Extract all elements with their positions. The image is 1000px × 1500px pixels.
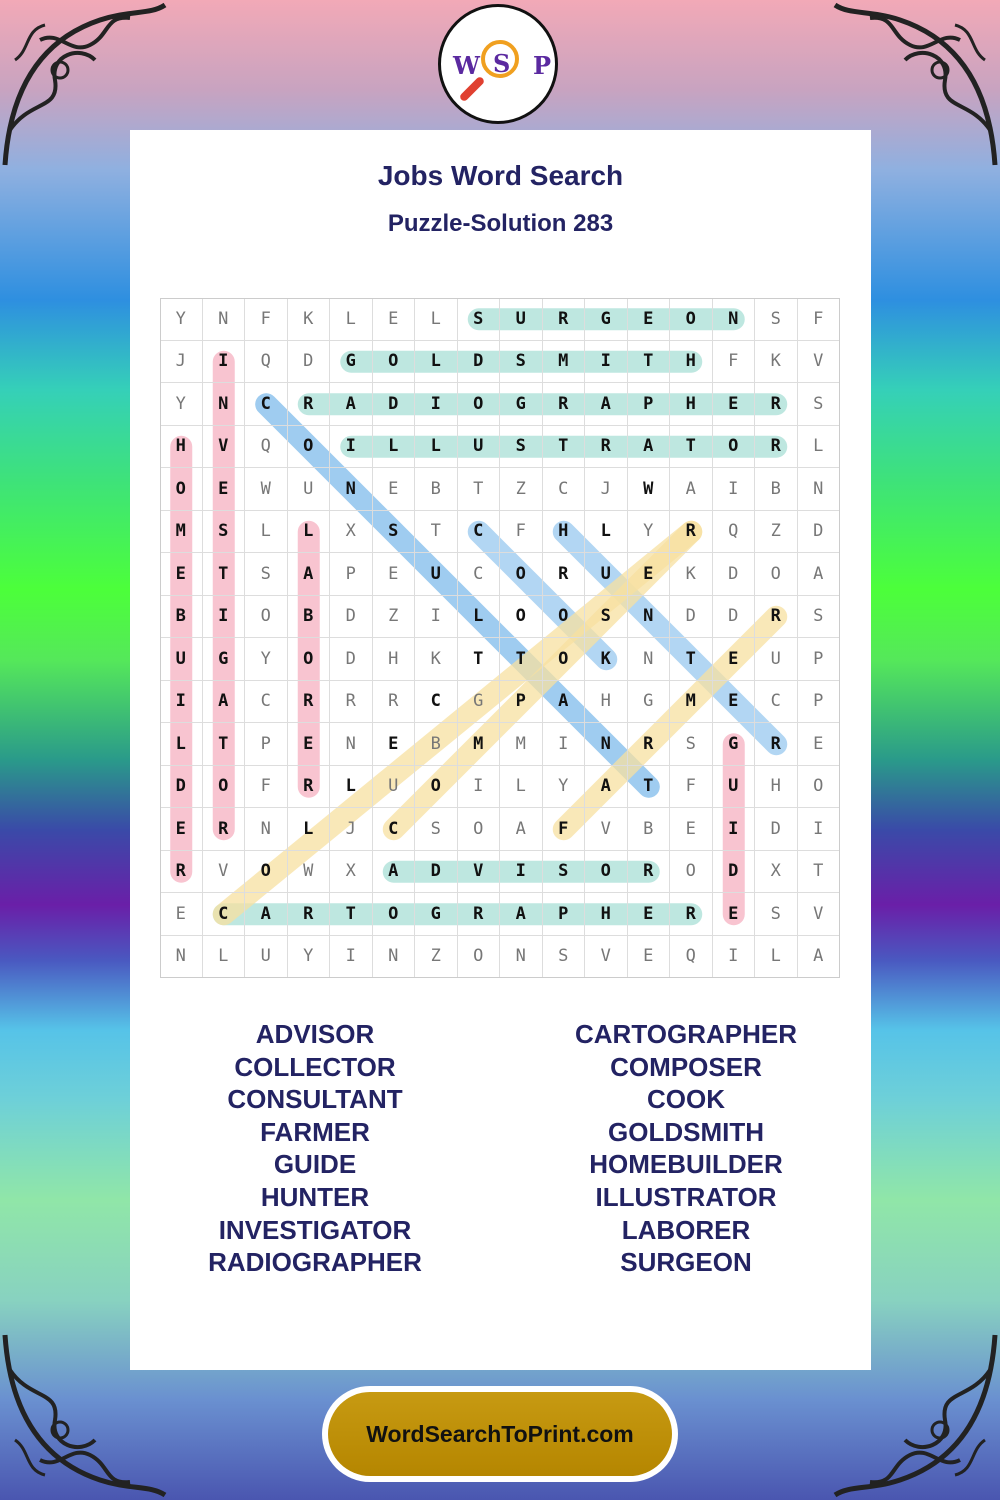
website-label: WordSearchToPrint.com — [328, 1392, 672, 1476]
grid-cell[interactable]: I — [713, 468, 756, 511]
grid-cell[interactable]: M — [458, 723, 501, 766]
grid-cell[interactable]: I — [330, 426, 373, 469]
word-list-item: SURGEON — [620, 1247, 752, 1278]
grid-cell[interactable]: R — [755, 383, 798, 426]
grid-cell[interactable]: A — [798, 553, 841, 596]
grid-cell[interactable]: N — [585, 723, 628, 766]
grid-cell[interactable]: K — [288, 298, 331, 341]
grid-cell[interactable]: R — [543, 383, 586, 426]
grid-cell[interactable]: J — [160, 341, 203, 384]
grid-cell[interactable]: A — [288, 553, 331, 596]
grid-cell[interactable]: D — [713, 553, 756, 596]
grid-cell[interactable]: B — [288, 596, 331, 639]
grid-cell[interactable]: P — [245, 723, 288, 766]
grid-cell[interactable]: C — [755, 681, 798, 724]
grid-cell[interactable]: C — [245, 383, 288, 426]
grid-cell[interactable]: S — [755, 298, 798, 341]
grid-cell[interactable]: U — [288, 468, 331, 511]
grid-cell[interactable]: I — [713, 808, 756, 851]
grid-cell[interactable]: I — [500, 851, 543, 894]
grid-cell[interactable]: T — [415, 511, 458, 554]
grid-cell[interactable]: T — [458, 638, 501, 681]
grid-cell[interactable]: B — [415, 468, 458, 511]
word-list-item: FARMER — [260, 1116, 370, 1147]
grid-cell[interactable]: O — [670, 851, 713, 894]
grid-cell[interactable]: F — [670, 766, 713, 809]
grid-cell[interactable]: O — [203, 766, 246, 809]
grid-cell[interactable]: L — [415, 298, 458, 341]
grid-cell[interactable]: V — [458, 851, 501, 894]
grid-cell[interactable]: P — [628, 383, 671, 426]
grid-cell[interactable]: C — [203, 893, 246, 936]
grid-cell[interactable]: E — [713, 638, 756, 681]
grid-cell[interactable]: U — [245, 936, 288, 979]
logo-letter-w: W — [453, 51, 480, 80]
grid-cell[interactable]: D — [373, 383, 416, 426]
grid-cell[interactable]: L — [330, 766, 373, 809]
grid-cell[interactable]: O — [500, 553, 543, 596]
grid-cell[interactable]: H — [543, 511, 586, 554]
grid-cell[interactable]: R — [628, 851, 671, 894]
grid-cell[interactable]: V — [585, 936, 628, 979]
grid-cell[interactable]: S — [543, 936, 586, 979]
logo-letter-s: S — [493, 49, 511, 78]
grid-cell[interactable]: E — [160, 893, 203, 936]
grid-cell[interactable]: P — [543, 893, 586, 936]
wsp-logo[interactable] — [438, 4, 558, 124]
grid-cell[interactable]: L — [500, 766, 543, 809]
grid-cell[interactable]: I — [415, 596, 458, 639]
puzzle-subtitle: Puzzle-Solution 283 — [387, 210, 614, 237]
grid-cell[interactable]: R — [670, 893, 713, 936]
grid-cell[interactable]: U — [373, 766, 416, 809]
grid-cell[interactable]: O — [458, 808, 501, 851]
grid-cell[interactable]: C — [373, 808, 416, 851]
grid-cell[interactable]: V — [203, 426, 246, 469]
grid-cell[interactable]: L — [203, 936, 246, 979]
grid-cell[interactable]: H — [670, 383, 713, 426]
grid-cell[interactable]: I — [798, 808, 841, 851]
grid-cell[interactable]: L — [330, 298, 373, 341]
grid-cell[interactable]: X — [755, 851, 798, 894]
grid-cell[interactable]: R — [288, 893, 331, 936]
grid-cell[interactable]: L — [373, 426, 416, 469]
grid-cell[interactable]: I — [458, 766, 501, 809]
puzzle-title: Jobs Word Search — [377, 160, 624, 191]
grid-cell[interactable]: N — [628, 638, 671, 681]
word-list-item: COLLECTOR — [234, 1051, 396, 1082]
grid-cell[interactable]: F — [798, 298, 841, 341]
grid-cell[interactable]: Y — [245, 638, 288, 681]
word-list-item: RADIOGRAPHER — [208, 1247, 422, 1278]
grid-cell[interactable]: F — [245, 298, 288, 341]
grid-cell[interactable]: G — [458, 681, 501, 724]
grid-cell[interactable]: O — [713, 426, 756, 469]
grid-cell[interactable]: L — [288, 808, 331, 851]
grid-cell[interactable]: A — [670, 468, 713, 511]
grid-cell[interactable]: T — [543, 426, 586, 469]
grid-cell[interactable]: W — [288, 851, 331, 894]
grid-cell[interactable]: E — [798, 723, 841, 766]
grid-cell[interactable]: P — [798, 681, 841, 724]
grid-cell[interactable]: D — [713, 851, 756, 894]
grid-cell[interactable]: S — [245, 553, 288, 596]
grid-cell[interactable]: T — [203, 553, 246, 596]
grid-cell[interactable]: F — [245, 766, 288, 809]
grid-cell[interactable]: L — [288, 511, 331, 554]
grid-cell[interactable]: N — [203, 383, 246, 426]
word-list-item: ADVISOR — [255, 1019, 375, 1049]
grid-cell[interactable]: G — [330, 341, 373, 384]
word-list-item: CONSULTANT — [227, 1084, 403, 1115]
grid-cell[interactable]: T — [628, 341, 671, 384]
grid-cell[interactable]: O — [755, 553, 798, 596]
grid-cell[interactable]: R — [543, 553, 586, 596]
grid-cell[interactable]: Q — [713, 511, 756, 554]
grid-cell[interactable]: N — [160, 936, 203, 979]
grid-cell[interactable]: D — [798, 511, 841, 554]
grid-cell[interactable]: A — [500, 893, 543, 936]
grid-cell[interactable]: O — [458, 383, 501, 426]
grid-cell[interactable]: Y — [288, 936, 331, 979]
grid-cell[interactable]: R — [288, 681, 331, 724]
grid-cell[interactable]: B — [628, 808, 671, 851]
grid-cell[interactable]: Z — [415, 936, 458, 979]
grid-cell[interactable]: X — [330, 851, 373, 894]
grid-cell[interactable]: O — [798, 766, 841, 809]
grid-cell[interactable]: R — [288, 383, 331, 426]
grid-cell[interactable]: O — [288, 638, 331, 681]
grid-cell[interactable]: T — [670, 426, 713, 469]
grid-cell[interactable]: E — [203, 468, 246, 511]
grid-cell[interactable]: I — [330, 936, 373, 979]
word-list-left — [130, 1018, 500, 1279]
grid-cell[interactable]: D — [755, 808, 798, 851]
grid-cell[interactable]: E — [628, 553, 671, 596]
grid-cell[interactable]: T — [458, 468, 501, 511]
grid-cell[interactable]: L — [415, 426, 458, 469]
grid-cell[interactable]: H — [755, 766, 798, 809]
grid-cell[interactable]: N — [373, 936, 416, 979]
grid-cell[interactable]: S — [500, 341, 543, 384]
grid-cell[interactable]: A — [203, 681, 246, 724]
grid-cell[interactable]: U — [160, 638, 203, 681]
grid-cell[interactable]: R — [628, 723, 671, 766]
grid-cell[interactable]: E — [713, 893, 756, 936]
word-list-item: CARTOGRAPHER — [575, 1019, 797, 1049]
grid-cell[interactable]: C — [458, 553, 501, 596]
grid-cell[interactable]: I — [160, 681, 203, 724]
grid-cell[interactable]: D — [288, 341, 331, 384]
grid-cell[interactable]: R — [585, 426, 628, 469]
grid-cell[interactable]: E — [160, 808, 203, 851]
grid-cell[interactable]: G — [628, 681, 671, 724]
grid-cell[interactable]: U — [713, 766, 756, 809]
grid-cell[interactable]: M — [500, 723, 543, 766]
grid-cell[interactable]: B — [415, 723, 458, 766]
grid-cell[interactable]: W — [628, 468, 671, 511]
grid-cell[interactable]: H — [585, 893, 628, 936]
grid-cell[interactable]: E — [628, 298, 671, 341]
grid-cell[interactable]: L — [245, 511, 288, 554]
grid-cell[interactable]: T — [203, 723, 246, 766]
grid-cell[interactable]: F — [500, 511, 543, 554]
grid-cell[interactable]: O — [373, 341, 416, 384]
grid-cell[interactable]: A — [245, 893, 288, 936]
grid-cell[interactable]: R — [755, 723, 798, 766]
grid-cell[interactable]: E — [373, 298, 416, 341]
grid-cell[interactable]: I — [713, 936, 756, 979]
grid-cell[interactable]: R — [755, 596, 798, 639]
grid-cell[interactable]: H — [585, 681, 628, 724]
grid-cell[interactable]: T — [670, 638, 713, 681]
grid-cell[interactable]: F — [713, 341, 756, 384]
grid-cell[interactable]: L — [458, 596, 501, 639]
grid-cell[interactable]: R — [203, 808, 246, 851]
grid-cell[interactable]: M — [160, 511, 203, 554]
word-grid — [160, 298, 840, 978]
website-badge[interactable] — [322, 1386, 678, 1482]
grid-cell[interactable]: A — [500, 808, 543, 851]
grid-cell[interactable]: Z — [755, 511, 798, 554]
grid-cell[interactable]: X — [330, 511, 373, 554]
logo-letter-p: P — [533, 51, 552, 80]
grid-cell[interactable]: C — [458, 511, 501, 554]
grid-cell[interactable]: E — [713, 681, 756, 724]
grid-cell[interactable]: S — [543, 851, 586, 894]
grid-cell[interactable]: O — [458, 936, 501, 979]
grid-cell[interactable]: R — [288, 766, 331, 809]
grid-cell[interactable]: I — [543, 723, 586, 766]
grid-cell[interactable]: L — [755, 936, 798, 979]
grid-cell[interactable]: E — [713, 383, 756, 426]
grid-cell[interactable]: C — [245, 681, 288, 724]
grid-cell[interactable]: A — [330, 383, 373, 426]
grid-cell[interactable]: N — [245, 808, 288, 851]
grid-cell[interactable]: A — [628, 426, 671, 469]
grid-cell[interactable]: O — [245, 596, 288, 639]
grid-cell[interactable]: E — [373, 553, 416, 596]
word-list-item: ILLUSTRATOR — [595, 1181, 777, 1212]
word-list-item: GUIDE — [273, 1149, 357, 1180]
grid-cell[interactable]: D — [160, 766, 203, 809]
grid-cell[interactable]: P — [330, 553, 373, 596]
grid-cell[interactable]: R — [670, 511, 713, 554]
grid-cell[interactable]: L — [415, 341, 458, 384]
grid-cell[interactable]: Q — [245, 341, 288, 384]
grid-cell[interactable]: N — [500, 936, 543, 979]
word-list-item: INVESTIGATOR — [218, 1214, 412, 1245]
grid-cell[interactable]: K — [670, 553, 713, 596]
grid-cell[interactable]: I — [415, 383, 458, 426]
word-list-right — [501, 1018, 871, 1279]
grid-cell[interactable]: S — [670, 723, 713, 766]
grid-cell[interactable]: S — [798, 383, 841, 426]
grid-cell[interactable]: R — [373, 681, 416, 724]
grid-cell[interactable]: O — [245, 851, 288, 894]
grid-cell[interactable]: S — [203, 511, 246, 554]
grid-cell[interactable]: B — [160, 596, 203, 639]
grid-cell[interactable]: H — [160, 426, 203, 469]
grid-cell[interactable]: G — [500, 383, 543, 426]
grid-cell[interactable]: Q — [670, 936, 713, 979]
grid-cell[interactable]: K — [415, 638, 458, 681]
word-list-item: HUNTER — [260, 1181, 370, 1212]
grid-cell[interactable]: A — [798, 936, 841, 979]
grid-cell[interactable]: E — [373, 468, 416, 511]
grid-cell[interactable]: N — [330, 468, 373, 511]
grid-cell[interactable]: N — [628, 596, 671, 639]
grid-cell[interactable]: H — [373, 638, 416, 681]
grid-cell[interactable]: Z — [373, 596, 416, 639]
puzzle-sheet — [130, 130, 871, 1370]
grid-cell[interactable]: W — [245, 468, 288, 511]
grid-cell[interactable]: T — [628, 766, 671, 809]
grid-cell[interactable]: V — [798, 341, 841, 384]
grid-cell[interactable]: J — [330, 808, 373, 851]
grid-cell[interactable]: D — [330, 638, 373, 681]
grid-cell[interactable]: A — [543, 681, 586, 724]
grid-cell[interactable]: O — [288, 426, 331, 469]
grid-cell[interactable]: D — [330, 596, 373, 639]
grid-cell[interactable]: S — [585, 596, 628, 639]
grid-cell[interactable]: D — [415, 851, 458, 894]
grid-cell[interactable]: N — [203, 298, 246, 341]
grid-cell[interactable]: E — [628, 893, 671, 936]
word-list-item: HOMEBUILDER — [589, 1149, 783, 1180]
grid-cell[interactable]: O — [415, 766, 458, 809]
grid-cell[interactable]: O — [373, 893, 416, 936]
grid-cell[interactable]: S — [415, 808, 458, 851]
grid-cell[interactable]: V — [203, 851, 246, 894]
grid-cell[interactable]: P — [798, 638, 841, 681]
grid-cell[interactable]: R — [330, 681, 373, 724]
grid-cell[interactable]: O — [543, 638, 586, 681]
grid-cell[interactable]: U — [585, 553, 628, 596]
grid-cell[interactable]: I — [203, 341, 246, 384]
grid-cell[interactable]: P — [500, 681, 543, 724]
grid-cell[interactable]: C — [415, 681, 458, 724]
grid-cell[interactable]: H — [670, 341, 713, 384]
word-list-item: COMPOSER — [610, 1051, 762, 1082]
grid-cell[interactable]: O — [500, 596, 543, 639]
grid-cell[interactable]: S — [798, 596, 841, 639]
grid-cell[interactable]: E — [288, 723, 331, 766]
grid-cell[interactable]: R — [160, 851, 203, 894]
grid-cell[interactable]: T — [798, 851, 841, 894]
grid-cell[interactable]: O — [543, 596, 586, 639]
grid-cell[interactable]: K — [585, 638, 628, 681]
grid-cell[interactable]: S — [458, 298, 501, 341]
grid-cell[interactable]: I — [203, 596, 246, 639]
grid-cell[interactable]: Y — [543, 766, 586, 809]
grid-cell[interactable]: N — [798, 468, 841, 511]
grid-cell[interactable]: D — [713, 596, 756, 639]
grid-cell[interactable]: E — [670, 808, 713, 851]
grid-cell[interactable]: O — [585, 851, 628, 894]
word-list-item: GOLDSMITH — [608, 1116, 764, 1147]
grid-cell[interactable]: E — [628, 936, 671, 979]
grid-cell[interactable]: L — [585, 511, 628, 554]
grid-cell[interactable]: S — [755, 893, 798, 936]
grid-cell[interactable]: N — [330, 723, 373, 766]
grid-cell[interactable]: D — [670, 596, 713, 639]
grid-cell[interactable]: A — [373, 851, 416, 894]
grid-cell[interactable]: O — [670, 298, 713, 341]
grid-cell[interactable]: N — [713, 298, 756, 341]
grid-cell[interactable]: E — [160, 553, 203, 596]
grid-cell[interactable]: R — [458, 893, 501, 936]
grid-cell[interactable]: F — [543, 808, 586, 851]
grid-cell[interactable]: G — [585, 298, 628, 341]
grid-cell[interactable]: S — [500, 426, 543, 469]
grid-cell[interactable]: C — [543, 468, 586, 511]
word-list-item: COOK — [647, 1084, 725, 1115]
grid-cell[interactable]: Y — [160, 383, 203, 426]
grid-cell[interactable]: Y — [628, 511, 671, 554]
grid-cell[interactable]: R — [543, 298, 586, 341]
letter-grid — [160, 298, 840, 978]
grid-cell[interactable]: L — [798, 426, 841, 469]
grid-cell[interactable]: A — [585, 383, 628, 426]
grid-cell[interactable]: G — [713, 723, 756, 766]
grid-cell[interactable]: I — [585, 341, 628, 384]
grid-cell[interactable]: B — [755, 468, 798, 511]
grid-cell[interactable]: O — [160, 468, 203, 511]
grid-cell[interactable]: T — [500, 638, 543, 681]
grid-cell[interactable]: U — [415, 553, 458, 596]
grid-cell[interactable]: U — [500, 298, 543, 341]
word-list-item: LABORER — [621, 1214, 751, 1245]
grid-cell[interactable]: R — [755, 426, 798, 469]
grid-cell[interactable]: J — [585, 468, 628, 511]
grid-cell[interactable]: M — [543, 341, 586, 384]
grid-cell[interactable]: Y — [160, 298, 203, 341]
grid-cell[interactable]: D — [458, 341, 501, 384]
grid-cell[interactable]: V — [798, 893, 841, 936]
grid-cell[interactable]: U — [755, 638, 798, 681]
grid-cell[interactable]: K — [755, 341, 798, 384]
grid-cell[interactable]: S — [373, 511, 416, 554]
grid-cell[interactable]: V — [585, 808, 628, 851]
grid-cell[interactable]: L — [160, 723, 203, 766]
grid-cell[interactable]: G — [203, 638, 246, 681]
grid-cell[interactable]: T — [330, 893, 373, 936]
grid-cell[interactable]: E — [373, 723, 416, 766]
grid-cell[interactable]: Q — [245, 426, 288, 469]
grid-cell[interactable]: A — [585, 766, 628, 809]
grid-cell[interactable]: G — [415, 893, 458, 936]
grid-cell[interactable]: U — [458, 426, 501, 469]
grid-cell[interactable]: M — [670, 681, 713, 724]
grid-cell[interactable]: Z — [500, 468, 543, 511]
